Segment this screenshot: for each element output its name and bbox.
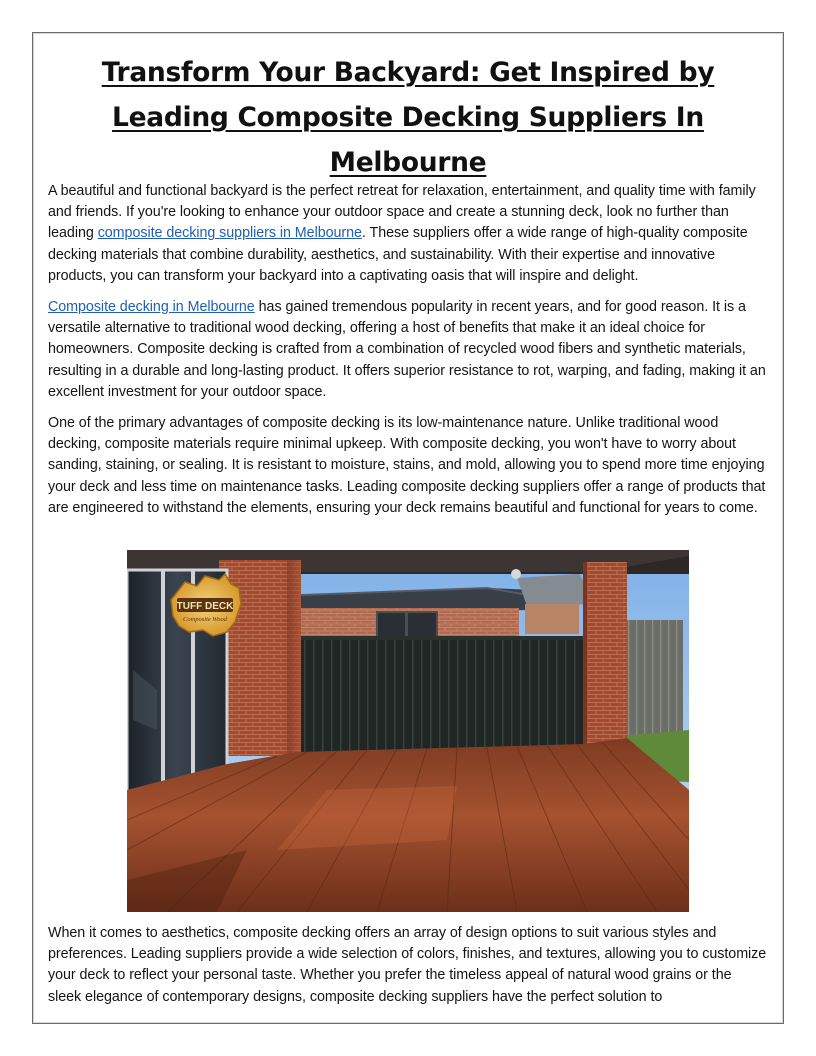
- aesthetics-paragraph: When it comes to aesthetics, composite decking offers an array of design options to suit various styles and preferences. Leading suppliers provide a wide selection of colors, finishes, and textures, allowing you to customize your deck to reflect your personal taste. Whether you prefer the timeless appeal of natural wood grains or the sleek elegance of contemporary designs, composite decking suppliers have the perfect solution to: [48, 925, 767, 1005]
- page-title: Transform Your Backyard: Get Inspired by Leading Composite Decking Suppliers In Melbourne: [101, 57, 715, 178]
- composite-decking-suppliers-link[interactable]: composite decking suppliers in Melbourne: [97, 225, 362, 242]
- deck-photo: [127, 550, 689, 912]
- logo-title: TUFF DECK: [176, 601, 234, 612]
- intro-paragraph: [48, 181, 768, 287]
- intro-text-start: A beautiful and functional backyard is the perfect retreat for relaxation, entertainment, and quality time with family and friends. If you're looking to enhance your outdoor space and create a stunning deck, look no further than leading: [48, 183, 756, 242]
- intro-text-end: . These suppliers offer a wide range of high-quality composite decking materials that combine durability, aesthetics, and sustainability. With their expertise and innovative products, you can transform your backyard into a captivating oasis that will inspire and delight.: [48, 225, 748, 284]
- popularity-text: has gained tremendous popularity in recent years, and for good reason. It is a versatile alternative to traditional wood decking, offering a host of benefits that make it an ideal choice for homeowners. Composite decking is crafted from a combination of recycled wood fibers and synthetic materials, resulting in a durable and long-lasting product. It offers superior resistance to rot, warping, and fading, making it an excellent investment for your outdoor space.: [48, 299, 766, 400]
- logo-subtitle: Composite Wood: [183, 616, 227, 623]
- composite-decking-melbourne-link[interactable]: Composite decking in Melbourne: [48, 299, 255, 315]
- popularity-paragraph: [48, 297, 768, 403]
- maintenance-paragraph: One of the primary advantages of composite decking is its low-maintenance nature. Unlike traditional wood decking, composite materials require minimal upkeep. With composite decking, you won't have to worry about sanding, staining, or sealing. It is resistant to moisture, stains, and mold, allowing you to spend more time enjoying your deck and less time on maintenance tasks. Leading composite decking suppliers offer a range of products that are engineered to withstand the elements, ensuring your deck remains beautiful and functional for years to come.: [48, 415, 766, 516]
